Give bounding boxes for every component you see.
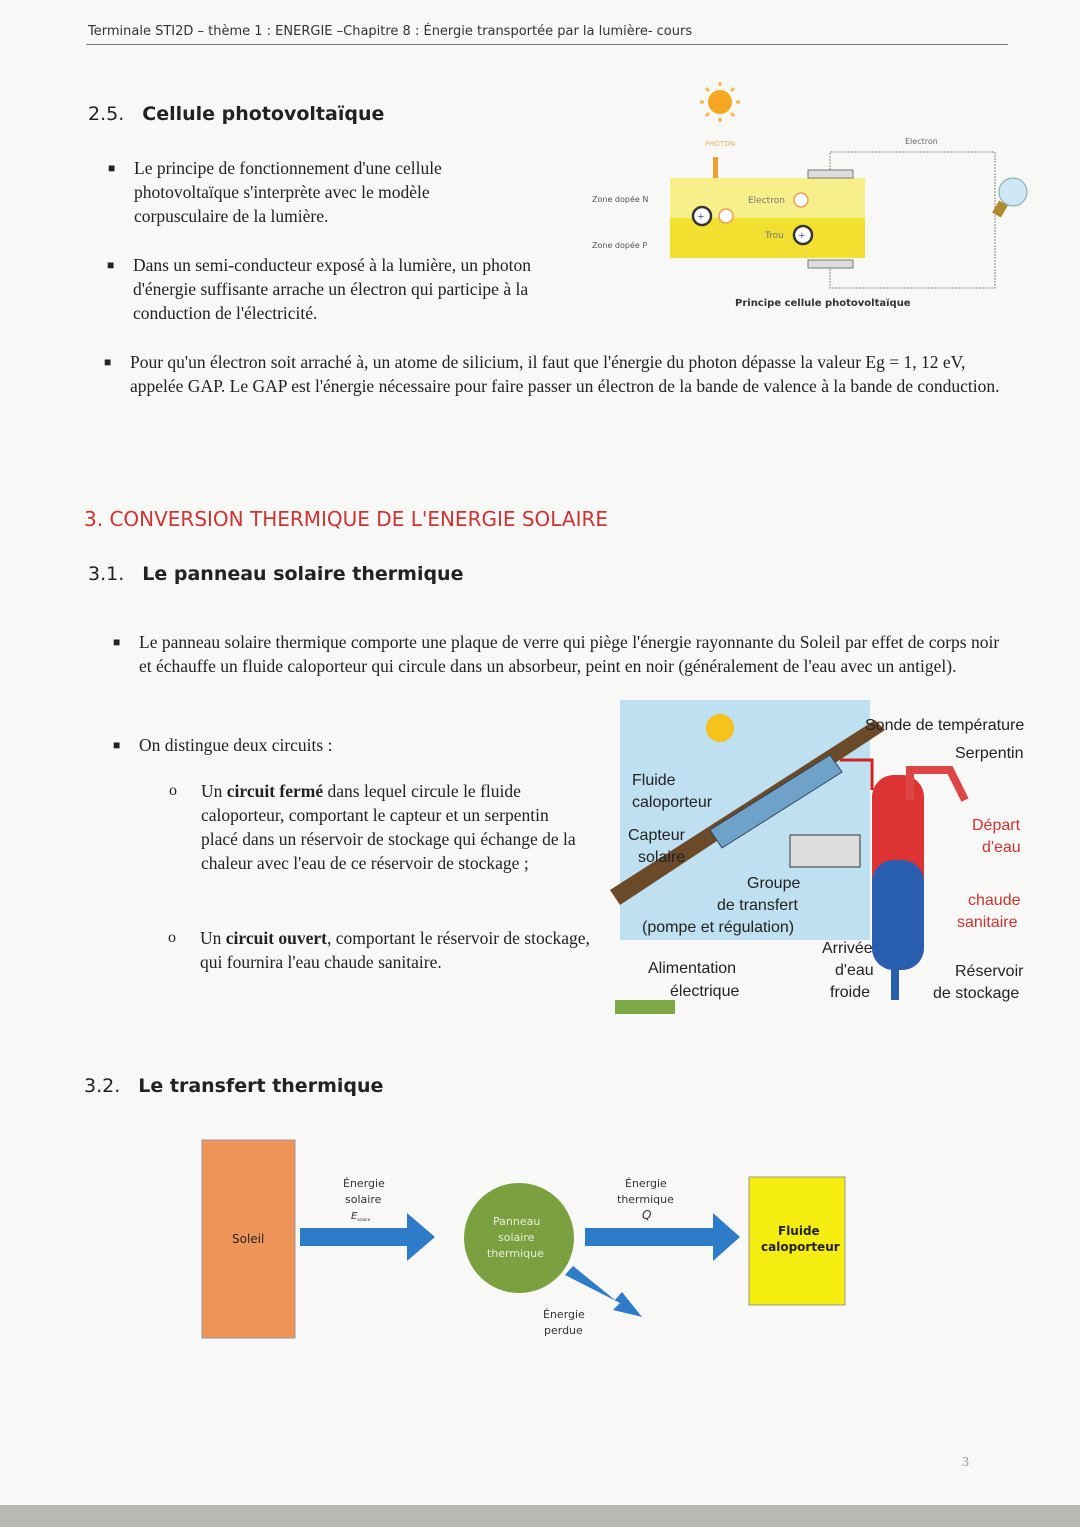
text: dans lequel circule le fluide caloporteur, comportant le capteur et un serpentin placé dans un réservoir de stockage qui échange de la chaleur avec l'eau de ce réservoir de stockage ; xyxy=(201,781,576,873)
bullet-gap xyxy=(104,350,1010,398)
bullet-text: Le principe de fonctionnement d'une cellule photovoltaïque s'interprète avec le modèle corpusculaire de la lumière. xyxy=(134,158,442,226)
top-electrode xyxy=(808,170,853,178)
label-pompe: (pompe et régulation) xyxy=(642,919,795,936)
label-caloporteur: caloporteur xyxy=(632,794,713,811)
label-electrique: électrique xyxy=(670,983,740,1000)
light-bulb-icon xyxy=(992,178,1027,218)
zone-n-label: Zone dopée N xyxy=(592,195,649,204)
hole-label: Trou xyxy=(765,231,784,241)
label-thermique2: thermique xyxy=(617,1193,674,1206)
label-energie-thermique: Énergie xyxy=(625,1177,667,1190)
bullet-icon: ■ xyxy=(107,258,115,272)
photon-label: PHOTON xyxy=(705,140,736,148)
section-2-5-heading xyxy=(88,103,384,125)
sun-icon xyxy=(706,714,734,742)
label-energie-solaire: Énergie xyxy=(343,1177,385,1190)
label-serpentin: Serpentin xyxy=(955,745,1024,762)
bullet-icon: ■ xyxy=(113,738,121,752)
bullet-panel-description xyxy=(113,630,1009,678)
section-number: 3.2. xyxy=(84,1075,121,1097)
label-perdue: perdue xyxy=(544,1324,583,1337)
label-capteur: Capteur xyxy=(628,827,685,844)
label-froide: froide xyxy=(830,984,871,1001)
label-panneau: Panneau xyxy=(493,1215,541,1228)
bottom-electrode xyxy=(808,260,853,268)
diagram-caption: Principe cellule photovoltaïque xyxy=(735,298,911,309)
circle-bullet-icon: o xyxy=(169,782,177,799)
sun-label: Soleil xyxy=(232,1232,265,1246)
label-fluide: Fluide xyxy=(778,1224,820,1238)
section-number: 2.5. xyxy=(88,103,125,125)
label-depart-deau: d'eau xyxy=(982,839,1021,856)
label-energie-perdue: Énergie xyxy=(543,1308,585,1321)
transfer-group xyxy=(790,835,860,867)
bullet-icon: ■ xyxy=(104,355,112,369)
photovoltaic-cell-diagram xyxy=(580,80,1040,320)
bullet-text: Dans un semi-conducteur exposé à la lumière, un photon d'énergie suffisante arrache un électron qui participe à la conduction de l'électricité. xyxy=(133,255,532,323)
label-caloporteur: caloporteur xyxy=(761,1240,840,1254)
bullet-text: Le panneau solaire thermique comporte une plaque de verre qui piège l'énergie rayonnante du Soleil par effet de corps noir et échauffe un fluide caloporteur qui circule dans un absorbeur, peint en noir (généralement de l'eau avec un antigel). xyxy=(139,632,1000,676)
label-e-subscript: solaire xyxy=(357,1217,371,1222)
electron-label: Electron xyxy=(748,196,785,206)
electron-top-label: Electron xyxy=(905,137,938,146)
header-divider xyxy=(86,44,1008,45)
label-deau: d'eau xyxy=(835,962,874,979)
bullet-text: On distingue deux circuits : xyxy=(139,735,333,755)
arrow-thermal-energy xyxy=(585,1213,740,1261)
sun-icon xyxy=(700,82,740,122)
zone-p-label: Zone dopée P xyxy=(592,241,648,250)
section-title: Le transfert thermique xyxy=(138,1075,384,1097)
bullet-semiconductor xyxy=(107,253,563,325)
ground xyxy=(615,1000,675,1014)
sub-bullet-closed-circuit xyxy=(169,779,586,875)
svg-text:+: + xyxy=(697,209,705,223)
bullet-two-circuits xyxy=(113,733,539,757)
text: Un xyxy=(201,781,227,801)
circle-bullet-icon: o xyxy=(168,929,176,946)
label-solaire: solaire xyxy=(638,849,686,866)
label-arrivee: Arrivée xyxy=(822,940,873,957)
label-fluide: Fluide xyxy=(632,772,676,789)
bold-term: circuit ouvert xyxy=(225,928,328,948)
label-alimentation: Alimentation xyxy=(648,960,737,977)
label-sanitaire: sanitaire xyxy=(957,914,1018,931)
section-3-2-heading xyxy=(84,1075,383,1097)
label-reservoir: Réservoir xyxy=(955,963,1024,980)
text: Un xyxy=(200,928,226,948)
label-chaude: chaude xyxy=(968,892,1021,909)
label-thermique: thermique xyxy=(487,1247,544,1260)
label-sonde: Sonde de température xyxy=(865,717,1025,734)
page-number: 3 xyxy=(962,1455,969,1470)
label-transfert: de transfert xyxy=(717,897,798,914)
svg-text:+: + xyxy=(798,228,806,242)
label-panneau-solaire: solaire xyxy=(498,1231,535,1244)
section-title: Cellule photovoltaïque xyxy=(142,103,385,125)
sub-bullet-open-circuit xyxy=(168,926,590,974)
electron-icon xyxy=(719,209,733,223)
label-e: E xyxy=(351,1211,358,1222)
section-title: Le panneau solaire thermique xyxy=(142,563,464,585)
bullet-principle xyxy=(108,156,514,228)
label-q: Q xyxy=(642,1208,652,1222)
label-solaire: solaire xyxy=(345,1193,382,1206)
solar-thermal-diagram xyxy=(610,700,1035,1020)
scan-bottom-edge xyxy=(0,1505,1080,1527)
thermal-transfer-diagram xyxy=(195,1135,855,1350)
section-3-1-heading xyxy=(88,563,463,585)
text: , comportant le réservoir de stockage, qui fournira l'eau chaude sanitaire. xyxy=(200,928,590,972)
label-groupe: Groupe xyxy=(747,875,801,892)
bullet-icon: ■ xyxy=(108,161,116,175)
label-stockage: de stockage xyxy=(933,985,1020,1002)
section-3-heading: 3. CONVERSION THERMIQUE DE L'ENERGIE SOLAIRE xyxy=(84,507,609,531)
page-header: Terminale STI2D – thème 1 : ENERGIE –Chapitre 8 : Énergie transportée par la lumière- cours xyxy=(88,24,693,39)
bold-term: circuit fermé xyxy=(226,781,324,801)
label-depart: Départ xyxy=(972,817,1021,834)
section-number: 3.1. xyxy=(88,563,125,585)
bullet-icon: ■ xyxy=(113,635,121,649)
bullet-text: Pour qu'un électron soit arraché à, un atome de silicium, il faut que l'énergie du photon dépasse la valeur Eg = 1, 12 eV, appelée GAP. Le GAP est l'énergie nécessaire pour faire passer un électron de la bande de valence à la bande de conduction. xyxy=(130,352,1000,396)
